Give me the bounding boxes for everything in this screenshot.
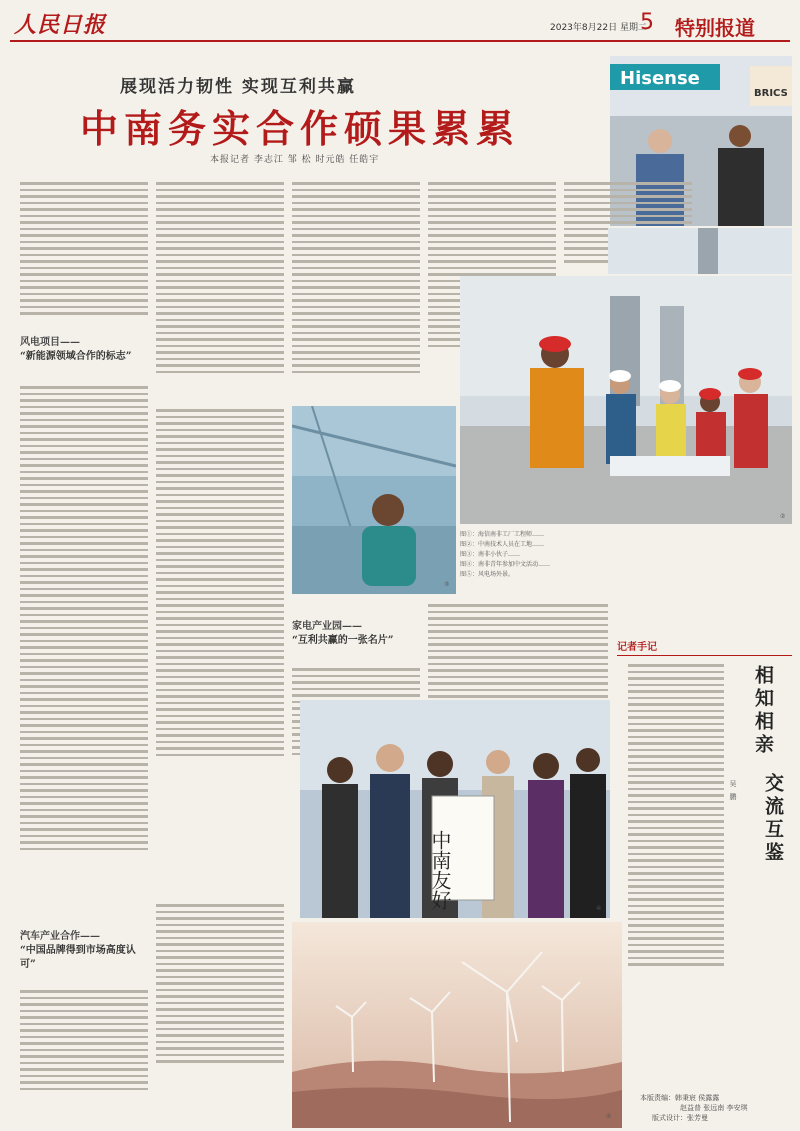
masthead xyxy=(10,6,790,42)
subhead-label: 家电产业园—— xyxy=(292,621,362,632)
reporter-notes-body xyxy=(628,660,724,1090)
subhead-label: 风电项目—— xyxy=(20,337,80,348)
subhead-title: “中国品牌得到市场高度认可” xyxy=(20,945,136,970)
article-intro-col-1 xyxy=(20,178,148,328)
photo-3-image xyxy=(292,406,456,594)
photo-number-3: ③ xyxy=(444,581,450,588)
article-body-col-2-top xyxy=(156,178,284,400)
photo-2-image xyxy=(460,276,792,524)
photo-4-group xyxy=(300,700,610,918)
photo-5-wind-farm xyxy=(292,922,622,1128)
sign-text: 中南友好 xyxy=(428,830,452,910)
caption-5: 图⑤：风电场外景。 xyxy=(460,571,515,578)
credits-line-2: 赵益普 张远南 李安琪 xyxy=(680,1104,748,1112)
photo-number-2: ② xyxy=(780,513,786,520)
issue-date: 2023年8月22日 星期二 xyxy=(550,23,647,33)
article-kicker: 展现活力韧性 实现互利共赢 xyxy=(120,77,356,97)
article-body-col-2 xyxy=(156,405,284,895)
photo-tower xyxy=(608,228,792,274)
caption-1: 图①：海信南非工厂工程师…… xyxy=(460,531,545,538)
reporter-notes-author: 吴鹏 xyxy=(729,780,737,806)
caption-3: 图③：南非小伙子…… xyxy=(460,551,521,558)
reporter-notes-title: 记者手记 xyxy=(617,642,657,653)
article-byline: 本报记者 李志江 邹 松 时元皓 任皓宇 xyxy=(210,155,380,165)
photo-number-5: ⑤ xyxy=(606,1113,612,1120)
page-number: 5 xyxy=(640,10,654,35)
subhead-wind-power xyxy=(20,336,150,364)
credits-line-3: 版式设计：张芳曼 xyxy=(652,1114,708,1122)
subhead-title: “互利共赢的一张名片” xyxy=(292,635,394,646)
article-body-col-1-bottom xyxy=(20,986,148,1126)
section-title: 特别报道 xyxy=(675,16,755,40)
article-body-col-2-bottom xyxy=(156,900,284,1126)
credits-line-1: 本版责编：韩秉宸 侯露露 xyxy=(640,1094,720,1102)
photo-5-image xyxy=(292,922,622,1128)
photo-number-4: ④ xyxy=(596,905,602,912)
reporter-notes-heading-2: 交流互鉴 xyxy=(762,773,784,865)
subhead-title: “新能源领域合作的标志” xyxy=(20,351,132,362)
page-credits xyxy=(640,1093,747,1123)
article-body-col-3-top xyxy=(292,178,420,400)
caption-2: 图②：中南技术人员在工地…… xyxy=(460,541,545,548)
reporter-notes-heading-1: 相知相亲 xyxy=(752,665,774,757)
newspaper-logo: 人民日报 xyxy=(14,12,107,38)
subhead-label: 汽车产业合作—— xyxy=(20,931,100,942)
brics-text: BRICS xyxy=(754,88,788,99)
photo-captions xyxy=(460,530,620,580)
article-headline: 中南务实合作硕果累累 xyxy=(80,107,521,151)
caption-4: 图④：南非青年参加中文活动…… xyxy=(460,561,551,568)
photo-4-image xyxy=(300,700,610,918)
photo-2-engineers xyxy=(460,276,792,524)
photo-tower-image xyxy=(608,228,792,274)
reporter-notes-rule xyxy=(617,655,792,656)
photo-3-worker xyxy=(292,406,456,594)
billboard-text: Hisense xyxy=(620,68,700,89)
subhead-auto-industry xyxy=(20,930,150,972)
article-body-col-1 xyxy=(20,382,148,922)
